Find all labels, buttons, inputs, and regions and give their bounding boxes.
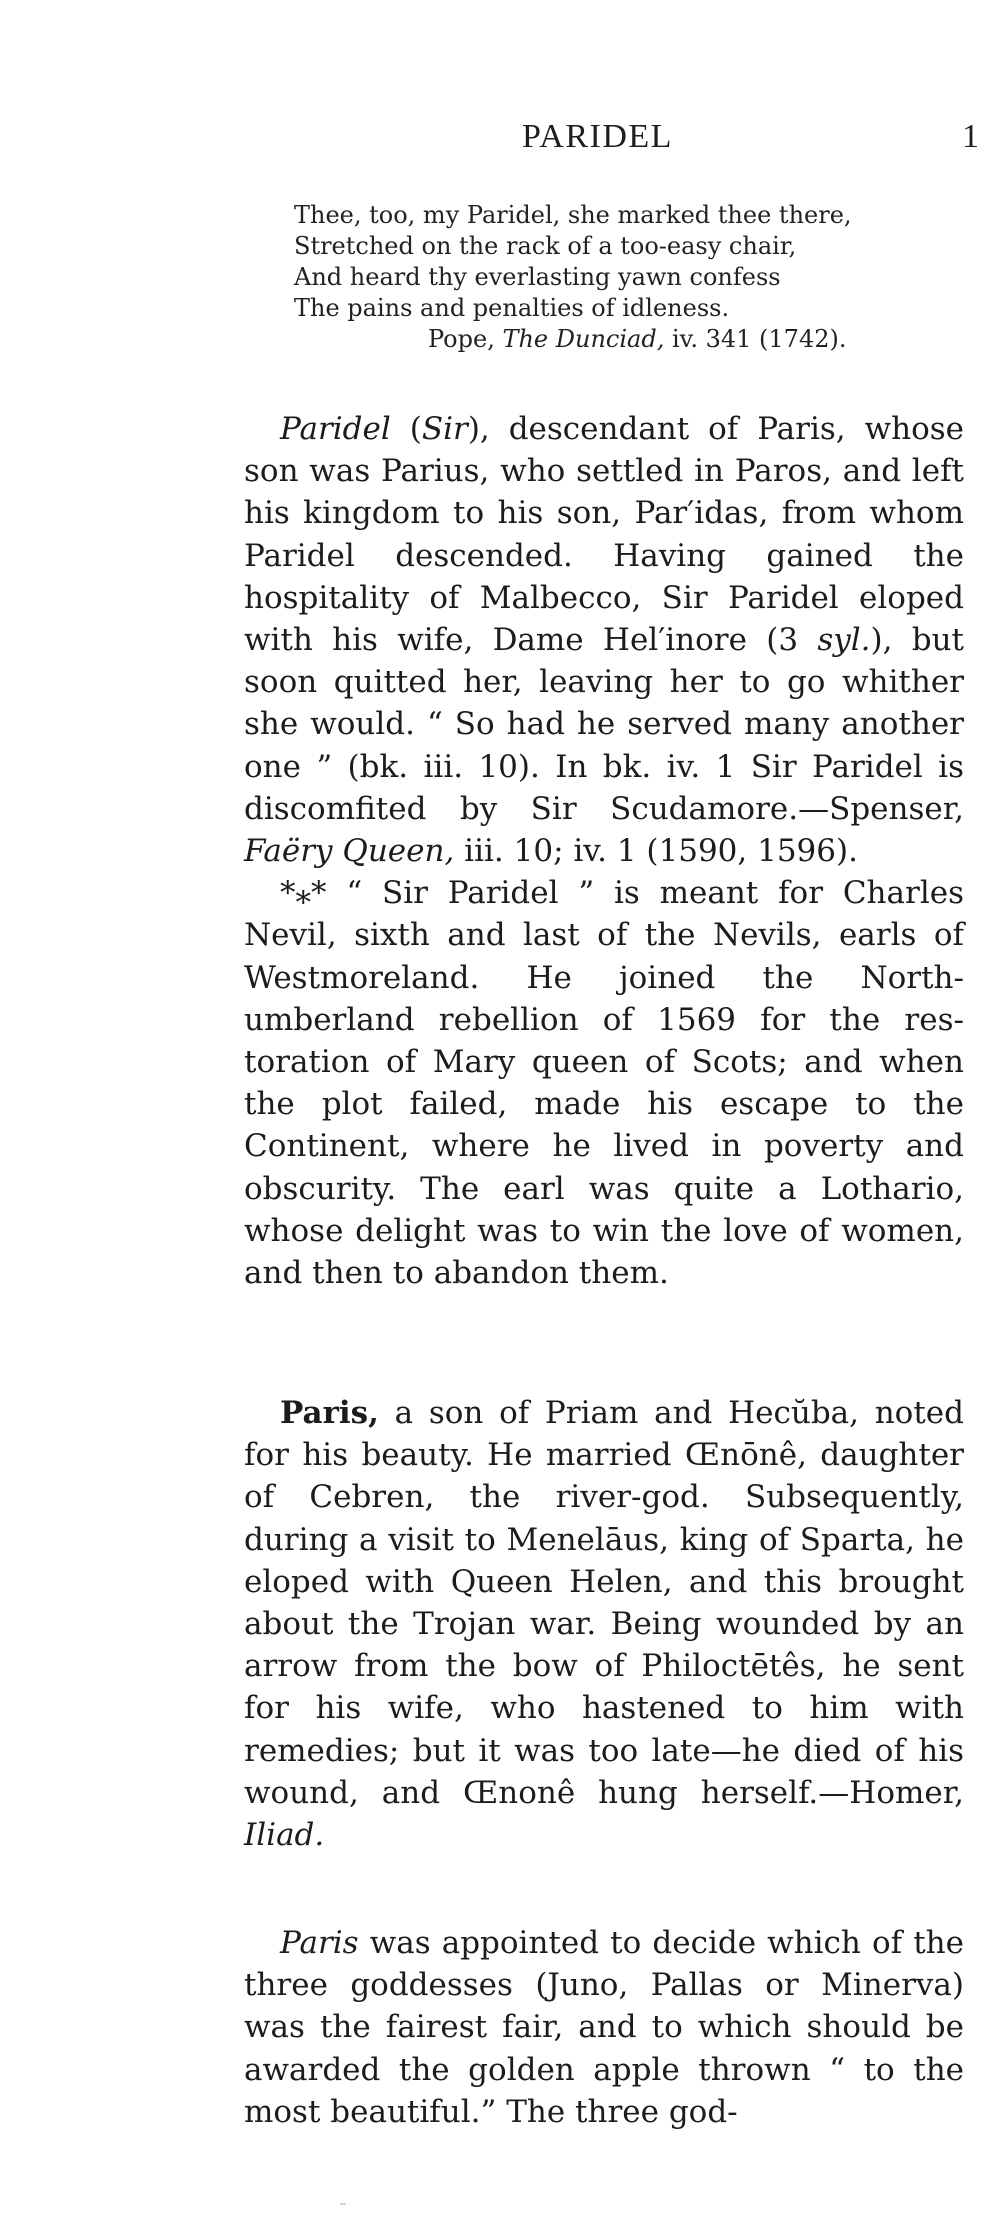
abbrev-syl: syl. [817,622,871,659]
entry-paragraph [244,1392,964,1856]
paren-open: ( [390,411,422,447]
headword: Paris [280,1925,359,1961]
quote-source-ref: iv. 341 (1742). [664,325,847,353]
headword: Paridel [280,411,391,447]
quote-source-title: The Dunciad, [502,325,665,353]
entry-paris-judgment [244,1922,964,2133]
headword: Paris, [280,1395,379,1431]
quote-line: Thee, too, my Paridel, she marked thee there, [294,201,852,229]
entry-paris [244,1392,964,1856]
note-text: “ Sir Paridel ” is meant for Charles Nevil, sixth and last of the Nevils, earls of Westmoreland. He joined the Northumberland rebellion of 1569 for the restoration of Mary queen of Scots; and when the plot failed, made his escape to the Continent, where he lived in poverty and obscurity. The earl was quite a Lothario, whose delight was to win the love of women, and then to abandon them. [244,875,964,1292]
note-marker: *⁎* [280,875,347,912]
entry-paridel [244,408,964,1294]
entry-text: a son of Priam and Hecŭba, noted for his beauty. He married Œnōnê, daughter of Cebren, the river-god. Subsequently, during a visit to Menelāus, king of Sparta, he eloped with Queen Helen, and this brought about the Trojan war. Being wounded by an arrow from the bow of Philoctētês, he sent for his wife, who hastened to him with remedies; but it was too late—he died of his wound, and Œnonê hung herself.—Homer, [244,1395,964,1811]
entry-text: iii. 10; iv. 1 (1590, 1596). [454,833,858,870]
entry-paragraph [244,1922,964,2133]
title-sir: Sir [421,411,468,447]
page-number: 1 [962,118,979,155]
work-title: Faëry Queen, [244,833,455,870]
quote-line: Stretched on the rack of a too-easy chair, [294,232,797,260]
entry-text: was appointed to decide which of the three goddesses (Juno, Pallas or Minerva) was the fairest fair, and to which should be awarded the golden apple thrown “ to the most beautiful.” The three god- [244,1925,964,2130]
entry-text: descendant of Paris, whose son was Parius, who settled in Paros, and left his kingdom to his son, Par′idas, from whom Paridel descended. Having gained the hospitality of Malbecco, Sir Paridel eloped with his wife, Dame Hel′inore (3 [244,411,965,659]
running-title: PARIDEL [522,118,673,155]
quote-source-author: Pope, [428,325,503,353]
quote-source [294,324,984,355]
quote-line: And heard thy everlasting yawn confess [294,263,781,291]
entry-paragraph [244,408,964,872]
epigraph-quote [294,200,984,355]
work-title: Iliad. [244,1817,325,1854]
running-head [0,118,1000,158]
entry-text: ), but soon quitted her, leaving her to go whither she would. “ So had he served many another one ” (bk. iii. 10). In bk. iv. 1 Sir Paridel is discomfited by Sir Scudamore.—Spenser, [244,622,964,827]
quote-line: The pains and penalties of idleness. [294,294,730,322]
entry-note [244,872,964,1294]
print-speck [340,2203,346,2205]
paren-close: ), [467,411,490,447]
